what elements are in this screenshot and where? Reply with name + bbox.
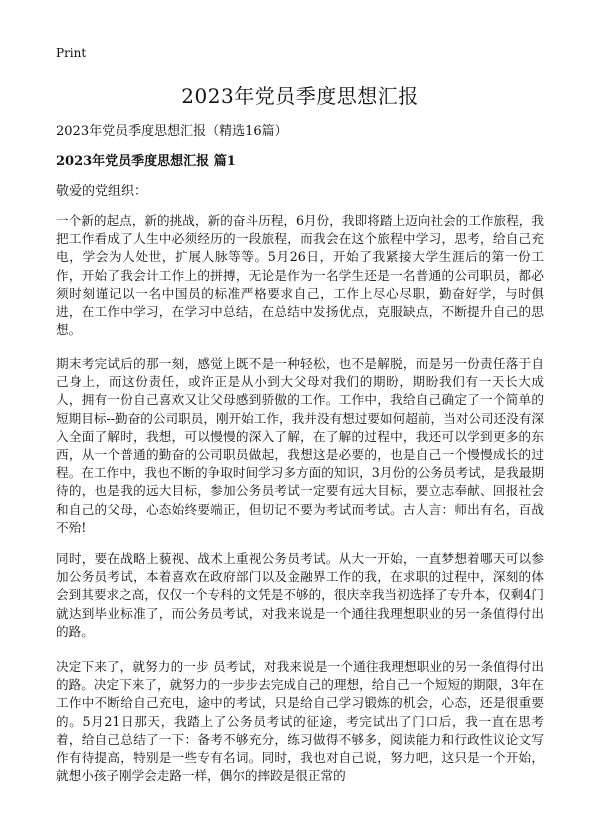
paragraph-4: 决定下来了，就努力的一步 员考试，对我来说是一个通往我理想职业的另一条值得付出的路。决定下来了，就努力的一步步去完成自己的理想，给自己一个短短的期限，3年在工作中不断给自己充电，途中的考试，只是给自己学习锻炼的机会，心态，还是很重要的。5月21日那天，我踏上了公务员考试的征途，考完试出了门口后，我一直在思考着，给自己总结了一下：备考不够充分，练习做得不够多，阅读能力和行政性议论文写作有待提高，特别是一些专有名词。同时，我也对自己说，努力吧，这只是一个开始，就想小孩子刚学会走路一样，偶尔的摔跤是很正常的 xyxy=(56,659,544,784)
paragraph-3: 同时，要在战略上藐视、战术上重视公务员考试。从大一开始，一直梦想着哪天可以参加公务员考试，本着喜欢在政府部门以及金融界工作的我，在求职的过程中，深刻的体会到其要求之高，仅仅一个专科的文凭是不够的，很庆幸我当初选择了专升本，仅剩4门就达到毕业标准了，而公务员考试，对我来说是一个通往我理想职业的另一条值得付出的路。 xyxy=(56,551,544,639)
section-heading: 2023年党员季度思想汇报 篇1 xyxy=(56,154,236,169)
salutation: 敬爱的党组织： xyxy=(56,184,148,199)
paragraph-1: 一个新的起点，新的挑战，新的奋斗历程，6月份，我即将踏上迈向社会的工作旅程，我把工作看成了人生中必须经历的一段旅程，而我会在这个旅程中学习，思考，给自己充电，学会为人处世，扩展人脉等等。5月26日，开始了我紧接大学生涯后的第一份工作，开始了我会计工作上的拼搏，无论是作为一名学生还是一名普通的公司职员，都必须时刻谨记以一名中国员的标准严格要求自己，工作上尽心尽职，勤奋好学，与时俱进，在工作中学习，在学习中总结，在总结中发扬优点，克服缺点，不断提升自己的思想。 xyxy=(56,213,544,338)
document-title: 2023年党员季度思想汇报 xyxy=(181,84,419,108)
print-label[interactable]: Print xyxy=(56,46,87,60)
document-subtitle: 2023年党员季度思想汇报（精选16篇） xyxy=(56,124,288,139)
paragraph-2: 期末考完试后的那一刻，感觉上既不是一种轻松，也不是解脱，而是另一份责任落于自己身上，而这份责任，或许正是从小到大父母对我们的期盼，期盼我们有一天长大成人，拥有一份自己喜欢又让父母感到骄傲的工作。工作中，我给自己确定了一个简单的短期目标--勤奋的公司职员，刚开始工作，我并没有想过要如何超前，当对公司还没有深入全面了解时，我想，可以慢慢的深入了解，在了解的过程中，我还可以学到更多的东西，从一个普通的勤奋的公司职员做起，我想这是必要的，也是自己一个慢慢成长的过程。在工作中，我也不断的争取时间学习多方面的知识，3月份的公务员考试，是我最期待的，也是我的远大目标，参加公务员考试一定要有远大目标，要立志奉献、回报社会和自己的父母，心态始终要端正，但切记不要为考试而考试。古人言：师出有名，百战不殆! xyxy=(56,356,544,535)
